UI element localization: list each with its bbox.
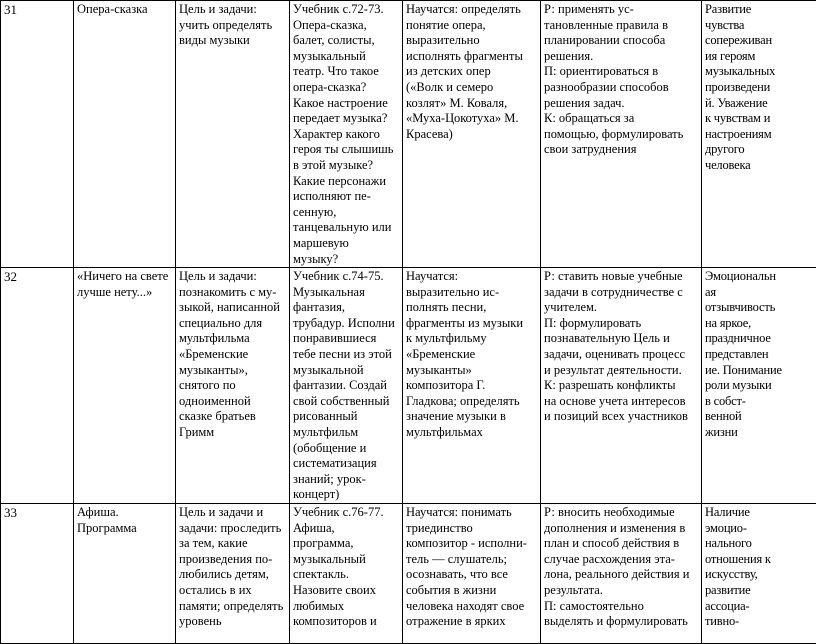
table-row	[1, 268, 816, 504]
cell-learning-outcomes: Научатся: выразительно ис- полнять песни, фрагменты из музыки к мультфильму «Бременские музыканты» композитора Г. Гладкова; определять значение музыки в мультфильмах	[403, 268, 541, 504]
cell-textbook: Учебник с.76-77. Афиша, программа, музыкальный спектакль. Назовите своих любимых композиторов и	[290, 504, 403, 644]
cell-uud: Р: вносить необходимые дополнения и изменения в план и способ действия в случае расхождения эта- лона, реального действия и результата. П: самостоятельно выделять и формулировать	[541, 504, 702, 644]
cell-textbook: Учебник с.74-75. Музыкальная фантазия, трубадур. Исполни понравившиеся тебе песни из этой музыкальной фантазии. Создай свой собственный рисованный мультфильм (обобщение и систематизация знаний; урок- концерт)	[290, 268, 403, 504]
cell-lesson-title: «Ничего на свете лучше нету...»	[74, 268, 176, 504]
cell-goal: Цель и задачи: учить определять виды музыки	[176, 1, 290, 268]
cell-goal: Цель и задачи: познакомить с му- зыкой, написанной специально для мультфильма «Бременские музыканты», снятого по одноименной сказке братьев Гримм	[176, 268, 290, 504]
cell-personal-results: Развитие чувства сопереживан ия героям музыкальных произведени й. Уважение к чувствам и настроениям другого человека	[702, 1, 816, 268]
table-row	[1, 504, 816, 644]
cell-personal-results: Наличие эмоцио- нального отношения к искусству, развитие ассоциа- тивно-	[702, 504, 816, 644]
cell-lesson-number: 31	[1, 1, 74, 268]
cell-uud: Р: ставить новые учебные задачи в сотрудничестве с учителем. П: формулировать познавательную Цель и задачи, оценивать процесс и результат деятельности. К: разрешать конфликты на основе учета интересов и позиций всех участников	[541, 268, 702, 504]
cell-goal: Цель и задачи и задачи: проследить за тем, какие произведения по- любились детям, остались в их памяти; определять уровень	[176, 504, 290, 644]
table-row	[1, 1, 816, 268]
cell-lesson-title: Афиша. Программа	[74, 504, 176, 644]
cell-learning-outcomes: Научатся: понимать триединство композитор - исполни- тель — слушатель; осознавать, что все события в жизни человека находят свое отражение в ярких	[403, 504, 541, 644]
cell-lesson-number: 33	[1, 504, 74, 644]
cell-textbook: Учебник с.72-73. Опера-сказка, балет, солисты, музыкальный театр. Что такое опера-сказка? Какое настроение передает музыка? Характер какого героя ты слышишь в этой музыке? Какие персонажи исполняют пе- сенную, танцевальную или маршевую музыку?	[290, 1, 403, 268]
cell-lesson-title: Опера-сказка	[74, 1, 176, 268]
cell-personal-results: Эмоциональн ая отзывчивость на яркое, праздничное представлен ие. Понимание роли музыки в собст- венной жизни	[702, 268, 816, 504]
cell-uud: Р: применять ус- тановленные правила в планировании способа решения. П: ориентироваться в разнообразии способов решения задач. К: обращаться за помощью, формулировать свои затруднения	[541, 1, 702, 268]
cell-learning-outcomes: Научатся: определять понятие опера, выразительно исполнять фрагменты из детских опер («Волк и семеро козлят» М. Коваля, «Муха-Цокотуха» М. Красева)	[403, 1, 541, 268]
cell-lesson-number: 32	[1, 268, 74, 504]
